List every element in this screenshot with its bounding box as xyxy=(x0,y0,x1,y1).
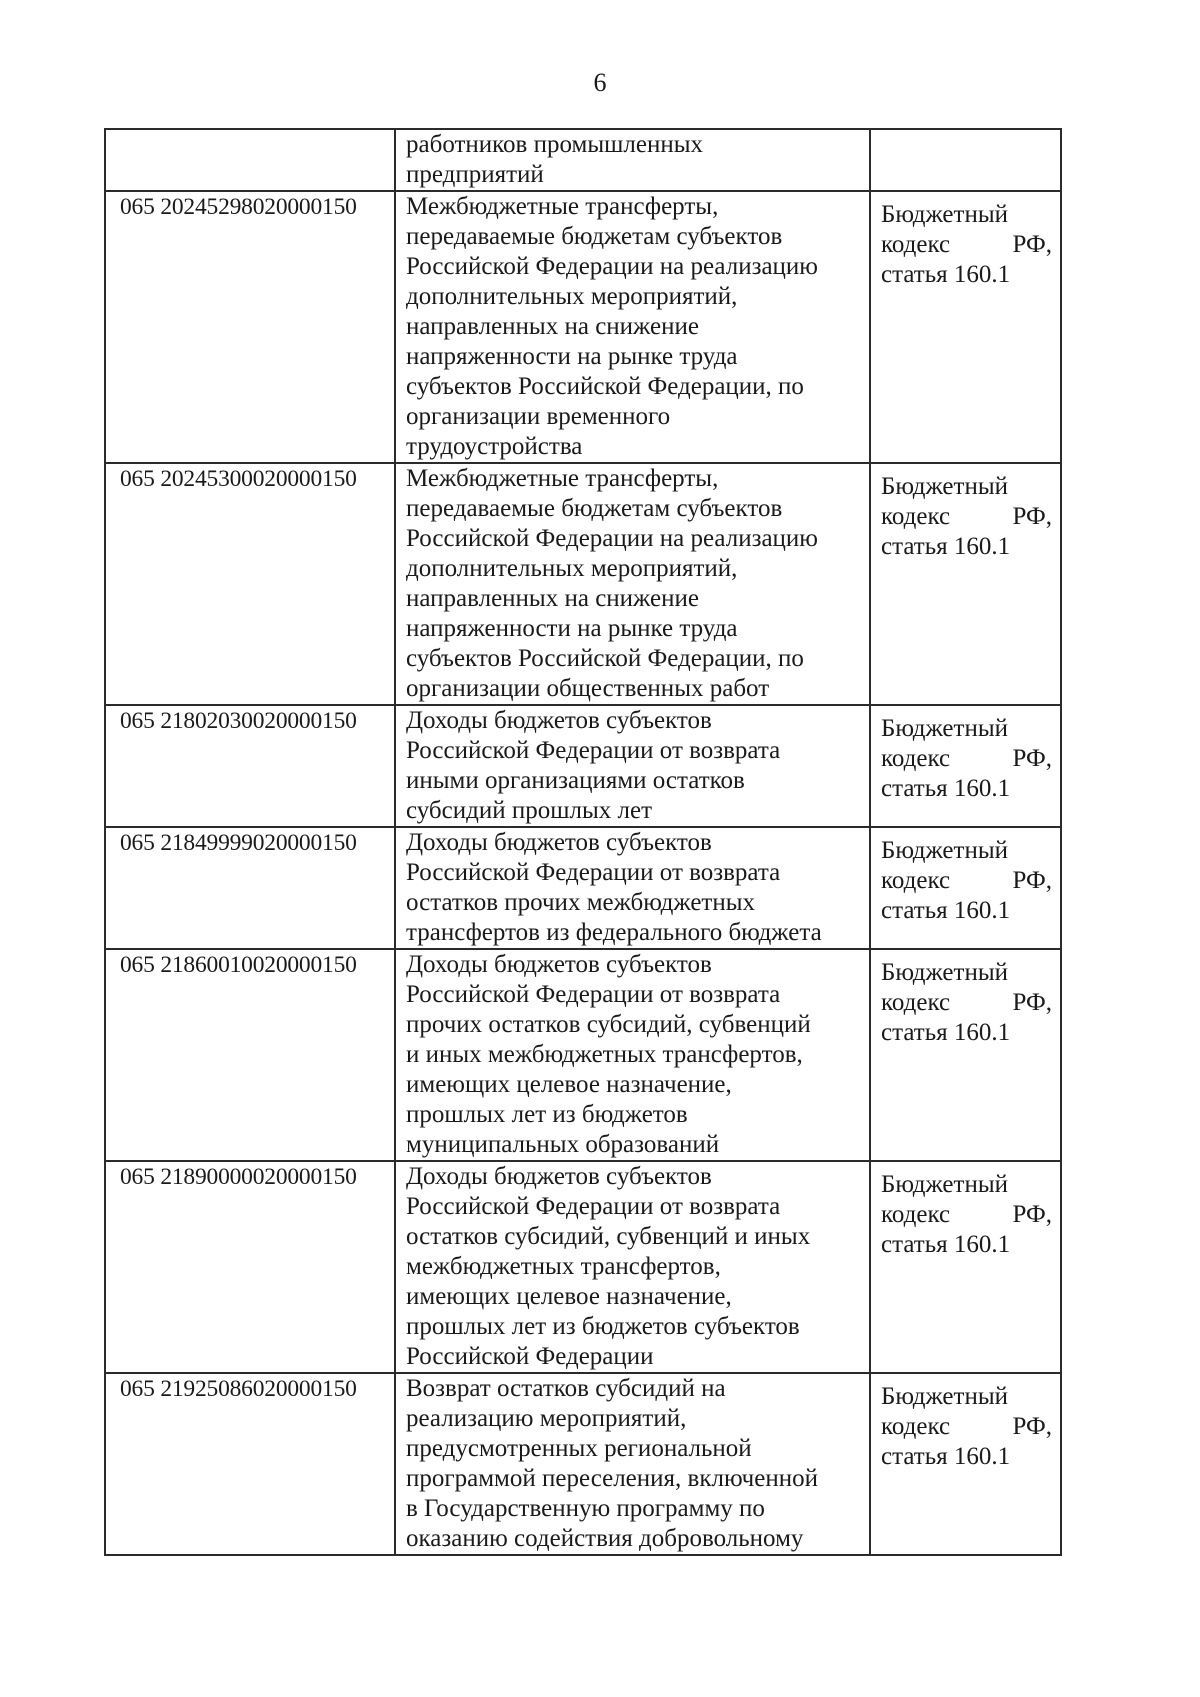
revenue-name-line: в Государственную программу по xyxy=(406,1495,765,1522)
revenue-code-cell: 065 21802030020000150 xyxy=(105,705,395,827)
revenue-name-line: имеющих целевое назначение, xyxy=(406,1071,732,1098)
revenue-name-line: предусмотренных региональной xyxy=(406,1435,752,1462)
revenue-name-line: направленных на снижение xyxy=(406,313,699,340)
legal-basis-line xyxy=(881,1412,1052,1442)
legal-basis-word: РФ, xyxy=(1012,503,1052,530)
revenue-name-line: прошлых лет из бюджетов xyxy=(406,1101,688,1128)
table-row xyxy=(105,827,1061,949)
revenue-name-line: напряженности на рынке труда xyxy=(406,343,738,370)
revenue-name-line: Доходы бюджетов субъектов xyxy=(406,707,712,734)
revenue-name-line: программой переселения, включенной xyxy=(406,1465,818,1492)
legal-basis-word: РФ, xyxy=(1012,1413,1052,1440)
revenue-code-cell: 065 21849999020000150 xyxy=(105,827,395,949)
legal-basis-line xyxy=(881,230,1052,260)
legal-basis-cell xyxy=(870,129,1061,191)
legal-basis-line: статья 160.1 xyxy=(881,1443,1011,1470)
revenue-name-line: Российской Федерации от возврата xyxy=(406,737,781,764)
revenue-name-line: межбюджетных трансфертов, xyxy=(406,1253,721,1280)
revenue-name-line: реализацию мероприятий, xyxy=(406,1405,687,1432)
legal-basis-word: РФ, xyxy=(1012,231,1052,258)
revenue-name-line: и иных межбюджетных трансфертов, xyxy=(406,1041,803,1068)
revenue-name-line: прошлых лет из бюджетов субъектов xyxy=(406,1313,800,1340)
legal-basis-word: кодекс xyxy=(881,867,951,894)
legal-basis-cell xyxy=(870,1161,1061,1373)
legal-basis-cell xyxy=(870,1373,1061,1555)
legal-basis-line: статья 160.1 xyxy=(881,897,1011,924)
revenue-name-line: иными организациями остатков xyxy=(406,767,745,794)
legal-basis-word: кодекс xyxy=(881,503,951,530)
revenue-name-cell xyxy=(395,1161,870,1373)
revenue-code-cell: 065 21925086020000150 xyxy=(105,1373,395,1555)
legal-basis-cell xyxy=(870,949,1061,1161)
revenue-name-cell xyxy=(395,191,870,463)
legal-basis-line: статья 160.1 xyxy=(881,775,1011,802)
legal-basis-line: Бюджетный xyxy=(881,959,1009,986)
legal-basis-word: кодекс xyxy=(881,989,951,1016)
revenue-name-line: Доходы бюджетов субъектов xyxy=(406,951,712,978)
revenue-name-line: работников промышленных xyxy=(406,131,703,158)
revenue-name-line: имеющих целевое назначение, xyxy=(406,1283,732,1310)
page-number: 6 xyxy=(593,68,607,97)
revenue-name-line: субъектов Российской Федерации, по xyxy=(406,645,804,672)
legal-basis-line: статья 160.1 xyxy=(881,261,1011,288)
legal-basis-cell xyxy=(870,705,1061,827)
revenue-name-line: дополнительных мероприятий, xyxy=(406,283,738,310)
revenue-name-line: Российской Федерации на реализацию xyxy=(406,253,818,280)
legal-basis-line xyxy=(881,988,1052,1018)
revenue-name-line: Российской Федерации от возврата xyxy=(406,981,781,1008)
revenue-name-line: Доходы бюджетов субъектов xyxy=(406,1163,712,1190)
revenue-name-line: трудоустройства xyxy=(406,433,583,460)
revenue-name-line: организации общественных работ xyxy=(406,675,770,702)
revenue-name-cell xyxy=(395,1373,870,1555)
table-row xyxy=(105,705,1061,827)
table-row xyxy=(105,129,1061,191)
revenue-name-line: субъектов Российской Федерации, по xyxy=(406,373,804,400)
legal-basis-line xyxy=(881,1200,1052,1230)
revenue-name-line: направленных на снижение xyxy=(406,585,699,612)
revenue-code-cell: 065 21860010020000150 xyxy=(105,949,395,1161)
table-row xyxy=(105,1373,1061,1555)
legal-basis-word: кодекс xyxy=(881,1413,951,1440)
legal-basis-word: РФ, xyxy=(1012,867,1052,894)
legal-basis-word: РФ, xyxy=(1012,745,1052,772)
legal-basis-word: РФ, xyxy=(1012,1201,1052,1228)
legal-basis-line: Бюджетный xyxy=(881,473,1009,500)
revenue-code-cell: 065 20245300020000150 xyxy=(105,463,395,705)
revenue-name-line: Российской Федерации от возврата xyxy=(406,859,781,886)
legal-basis-line: Бюджетный xyxy=(881,715,1009,742)
revenue-name-cell xyxy=(395,949,870,1161)
revenue-name-line: субсидий прошлых лет xyxy=(406,797,653,824)
legal-basis-line: статья 160.1 xyxy=(881,1231,1011,1258)
legal-basis-word: кодекс xyxy=(881,1201,951,1228)
revenue-name-line: Доходы бюджетов субъектов xyxy=(406,829,712,856)
legal-basis-line xyxy=(881,744,1052,774)
revenue-name-cell xyxy=(395,129,870,191)
revenue-name-line: остатков субсидий, субвенций и иных xyxy=(406,1223,811,1250)
revenue-code-cell: 065 21890000020000150 xyxy=(105,1161,395,1373)
table-row xyxy=(105,191,1061,463)
revenue-name-line: Межбюджетные трансферты, xyxy=(406,465,719,492)
legal-basis-cell xyxy=(870,463,1061,705)
legal-basis-word: РФ, xyxy=(1012,989,1052,1016)
revenue-name-line: дополнительных мероприятий, xyxy=(406,555,738,582)
legal-basis-cell xyxy=(870,827,1061,949)
revenue-name-line: оказанию содействия добровольному xyxy=(406,1525,804,1552)
table-row xyxy=(105,1161,1061,1373)
revenue-name-line: передаваемые бюджетам субъектов xyxy=(406,495,783,522)
revenue-name-line: остатков прочих межбюджетных xyxy=(406,889,756,916)
legal-basis-word: кодекс xyxy=(881,745,951,772)
legal-basis-line: статья 160.1 xyxy=(881,533,1011,560)
legal-basis-line: Бюджетный xyxy=(881,1383,1009,1410)
revenue-name-line: трансфертов из федерального бюджета xyxy=(406,919,822,946)
revenue-code-cell xyxy=(105,129,395,191)
revenue-name-line: Российской Федерации xyxy=(406,1343,654,1370)
legal-basis-cell xyxy=(870,191,1061,463)
revenue-name-cell xyxy=(395,463,870,705)
legal-basis-word: кодекс xyxy=(881,231,951,258)
legal-basis-line: статья 160.1 xyxy=(881,1019,1011,1046)
revenue-name-line: Возврат остатков субсидий на xyxy=(406,1375,726,1402)
legal-basis-line xyxy=(881,866,1052,896)
revenue-name-line: Российской Федерации на реализацию xyxy=(406,525,818,552)
revenue-name-line: организации временного xyxy=(406,403,671,430)
table-row xyxy=(105,949,1061,1161)
revenue-name-line: напряженности на рынке труда xyxy=(406,615,738,642)
table-row xyxy=(105,463,1061,705)
revenue-name-cell xyxy=(395,705,870,827)
legal-basis-line xyxy=(881,502,1052,532)
legal-basis-line: Бюджетный xyxy=(881,1171,1009,1198)
revenue-name-cell xyxy=(395,827,870,949)
revenue-name-line: прочих остатков субсидий, субвенций xyxy=(406,1011,811,1038)
table-body xyxy=(105,129,1061,1555)
revenue-codes-table xyxy=(104,128,1062,1556)
legal-basis-line: Бюджетный xyxy=(881,837,1009,864)
revenue-code-cell: 065 20245298020000150 xyxy=(105,191,395,463)
revenue-name-line: передаваемые бюджетам субъектов xyxy=(406,223,783,250)
revenue-name-line: предприятий xyxy=(406,161,544,188)
revenue-name-line: Российской Федерации от возврата xyxy=(406,1193,781,1220)
revenue-name-line: Межбюджетные трансферты, xyxy=(406,193,719,220)
legal-basis-line: Бюджетный xyxy=(881,201,1009,228)
revenue-name-line: муниципальных образований xyxy=(406,1131,720,1158)
